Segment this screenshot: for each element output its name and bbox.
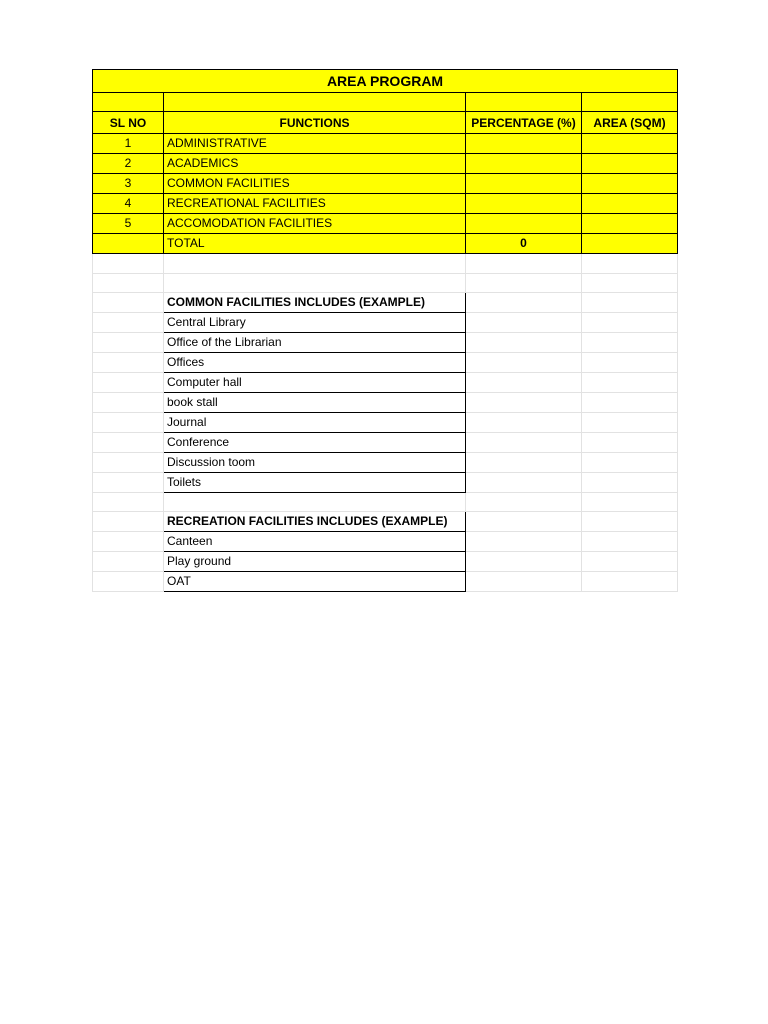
recreation-facilities-heading[interactable]: RECREATION FACILITIES INCLUDES (EXAMPLE) — [164, 512, 466, 532]
function-cell[interactable]: COMMON FACILITIES — [164, 174, 466, 194]
cell[interactable] — [466, 452, 582, 472]
percentage-cell[interactable] — [466, 214, 582, 234]
cell[interactable] — [93, 532, 164, 552]
cell[interactable] — [93, 292, 164, 312]
cell[interactable] — [466, 572, 582, 592]
cell[interactable] — [93, 412, 164, 432]
title-row — [93, 70, 678, 93]
sl-no-cell[interactable]: 2 — [93, 154, 164, 174]
cell[interactable] — [582, 352, 678, 372]
cell[interactable] — [466, 552, 582, 572]
header-percentage: PERCENTAGE (%) — [466, 112, 582, 134]
sl-no-cell[interactable]: 4 — [93, 194, 164, 214]
sl-no-cell[interactable]: 1 — [93, 134, 164, 154]
cell[interactable] — [466, 312, 582, 332]
cell[interactable] — [582, 492, 678, 511]
common-facilities-heading[interactable]: COMMON FACILITIES INCLUDES (EXAMPLE) — [164, 292, 466, 312]
cell[interactable] — [93, 332, 164, 352]
cell[interactable] — [466, 472, 582, 492]
list-item[interactable]: Journal — [164, 412, 466, 432]
cell[interactable] — [582, 254, 678, 273]
cell[interactable] — [582, 572, 678, 592]
cell[interactable] — [93, 552, 164, 572]
cell[interactable] — [466, 254, 582, 273]
cell[interactable] — [466, 432, 582, 452]
list-item[interactable]: Offices — [164, 352, 466, 372]
area-cell[interactable] — [582, 194, 678, 214]
list-item[interactable]: Discussion toom — [164, 452, 466, 472]
table-row — [93, 214, 678, 234]
cell[interactable] — [582, 412, 678, 432]
cell[interactable] — [93, 234, 164, 254]
cell[interactable] — [582, 312, 678, 332]
grid-row — [93, 452, 678, 472]
list-item[interactable]: Conference — [164, 432, 466, 452]
header-functions: FUNCTIONS — [164, 112, 466, 134]
spreadsheet-page — [92, 69, 677, 592]
list-item[interactable]: Play ground — [164, 552, 466, 572]
cell[interactable] — [582, 292, 678, 312]
cell[interactable] — [582, 93, 678, 112]
grid-row — [93, 412, 678, 432]
table-row — [93, 194, 678, 214]
cell[interactable] — [93, 392, 164, 412]
area-cell[interactable] — [582, 154, 678, 174]
grid-row — [93, 372, 678, 392]
cell[interactable] — [582, 452, 678, 472]
area-program-sheet — [92, 69, 678, 592]
cell[interactable] — [466, 332, 582, 352]
total-area[interactable] — [582, 234, 678, 254]
list-item[interactable]: Computer hall — [164, 372, 466, 392]
area-cell[interactable] — [582, 174, 678, 194]
cell[interactable] — [93, 472, 164, 492]
cell[interactable] — [93, 512, 164, 532]
header-area: AREA (SQM) — [582, 112, 678, 134]
grid-row — [93, 352, 678, 372]
grid-row — [93, 392, 678, 412]
table-row — [93, 174, 678, 194]
cell[interactable] — [582, 472, 678, 492]
grid-row — [93, 532, 678, 552]
header-sl-no: SL NO — [93, 112, 164, 134]
percentage-cell[interactable] — [466, 134, 582, 154]
cell[interactable] — [466, 372, 582, 392]
grid-row — [93, 492, 678, 511]
cell[interactable] — [93, 352, 164, 372]
list-item[interactable]: Office of the Librarian — [164, 332, 466, 352]
cell[interactable] — [466, 352, 582, 372]
cell[interactable] — [93, 452, 164, 472]
cell[interactable] — [93, 312, 164, 332]
percentage-cell[interactable] — [466, 194, 582, 214]
grid-row — [93, 512, 678, 532]
list-item[interactable]: OAT — [164, 572, 466, 592]
grid-row — [93, 572, 678, 592]
cell[interactable] — [582, 372, 678, 392]
list-item[interactable]: Toilets — [164, 472, 466, 492]
sl-no-cell[interactable]: 3 — [93, 174, 164, 194]
grid-row — [93, 472, 678, 492]
percentage-cell[interactable] — [466, 154, 582, 174]
cell[interactable] — [93, 273, 164, 292]
list-item[interactable]: Canteen — [164, 532, 466, 552]
cell[interactable] — [164, 254, 466, 273]
function-cell[interactable]: ACADEMICS — [164, 154, 466, 174]
cell[interactable] — [582, 532, 678, 552]
cell[interactable] — [466, 492, 582, 511]
grid-row — [93, 292, 678, 312]
grid-row — [93, 432, 678, 452]
function-cell[interactable]: ACCOMODATION FACILITIES — [164, 214, 466, 234]
grid-row — [93, 273, 678, 292]
cell[interactable] — [164, 93, 466, 112]
cell[interactable] — [466, 532, 582, 552]
cell[interactable] — [466, 93, 582, 112]
cell[interactable] — [582, 512, 678, 532]
total-label[interactable]: TOTAL — [164, 234, 466, 254]
cell[interactable] — [93, 93, 164, 112]
cell[interactable] — [164, 273, 466, 292]
total-percentage[interactable]: 0 — [466, 234, 582, 254]
grid-row — [93, 312, 678, 332]
percentage-cell[interactable] — [466, 174, 582, 194]
function-cell[interactable]: RECREATIONAL FACILITIES — [164, 194, 466, 214]
cell[interactable] — [582, 332, 678, 352]
cell[interactable] — [93, 254, 164, 273]
cell[interactable] — [93, 372, 164, 392]
cell[interactable] — [93, 572, 164, 592]
table-row — [93, 134, 678, 154]
grid-row — [93, 552, 678, 572]
cell[interactable] — [93, 432, 164, 452]
cell[interactable] — [466, 292, 582, 312]
sheet-title: AREA PROGRAM — [93, 70, 678, 93]
list-item[interactable]: book stall — [164, 392, 466, 412]
cell[interactable] — [466, 392, 582, 412]
cell[interactable] — [164, 492, 466, 511]
cell[interactable] — [582, 273, 678, 292]
cell[interactable] — [466, 273, 582, 292]
function-cell[interactable]: ADMINISTRATIVE — [164, 134, 466, 154]
cell[interactable] — [582, 392, 678, 412]
area-cell[interactable] — [582, 134, 678, 154]
header-row — [93, 112, 678, 134]
cell[interactable] — [582, 552, 678, 572]
grid-row — [93, 254, 678, 273]
cell[interactable] — [582, 432, 678, 452]
table-row — [93, 154, 678, 174]
cell[interactable] — [466, 512, 582, 532]
total-row — [93, 234, 678, 254]
blank-row — [93, 93, 678, 112]
sl-no-cell[interactable]: 5 — [93, 214, 164, 234]
cell[interactable] — [466, 412, 582, 432]
grid-row — [93, 332, 678, 352]
area-cell[interactable] — [582, 214, 678, 234]
cell[interactable] — [93, 492, 164, 511]
list-item[interactable]: Central Library — [164, 312, 466, 332]
